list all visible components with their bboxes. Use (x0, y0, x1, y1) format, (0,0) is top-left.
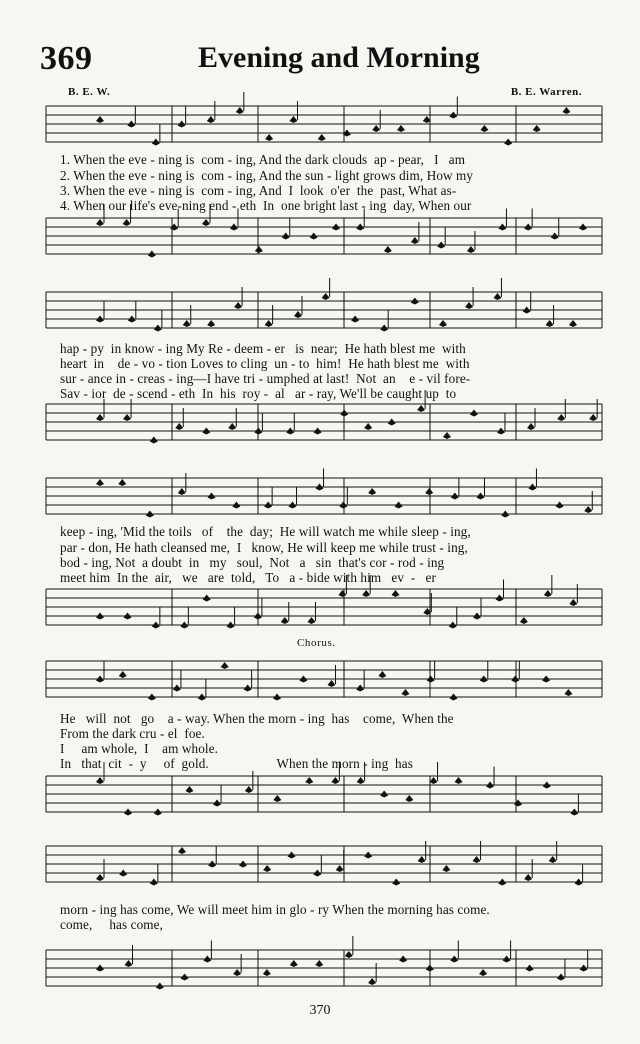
note-head-icon (405, 795, 413, 802)
bass-staff-4 (46, 770, 602, 818)
note-head-icon (124, 960, 132, 967)
note-head-icon (411, 237, 419, 244)
note-head-icon (351, 316, 359, 323)
treble-staff-1 (46, 100, 602, 148)
note-head-icon (569, 320, 577, 327)
note-head-icon (228, 423, 236, 430)
note-head-icon (263, 969, 271, 976)
treble-staff-3 (46, 472, 602, 520)
note-head-icon (340, 410, 348, 417)
note-head-icon (392, 590, 400, 597)
note-head-icon (569, 599, 577, 606)
note-head-icon (450, 694, 458, 701)
note-head-icon (437, 242, 445, 249)
note-head-icon (575, 879, 583, 886)
note-head-icon (96, 219, 104, 226)
note-head-icon (397, 125, 405, 132)
note-head-icon (313, 870, 321, 877)
note-head-icon (255, 246, 263, 253)
verse-3-line-2: sur - ance in - creas - ing—I have tri - umphed at last! Not an e - vil fore- (60, 371, 471, 386)
note-head-icon (339, 502, 347, 509)
note-head-icon (384, 246, 392, 253)
verse-1-line-4: He will not go a - way. When the morn - ing has come, When the (60, 711, 454, 726)
verse-4-line-3: meet him In the air, we are told, To a - bide with him ev - er (60, 570, 436, 585)
note-head-icon (345, 951, 353, 958)
note-head-icon (207, 320, 215, 327)
note-head-icon (273, 795, 281, 802)
note-head-icon (486, 782, 494, 789)
note-head-icon (362, 590, 370, 597)
note-head-icon (314, 428, 322, 435)
note-head-icon (476, 493, 484, 500)
note-head-icon (175, 423, 183, 430)
note-head-icon (498, 224, 506, 231)
note-head-icon (380, 325, 388, 332)
note-head-icon (245, 786, 253, 793)
note-head-icon (493, 293, 501, 300)
note-head-icon (288, 852, 296, 859)
chorus-label: Chorus. (297, 637, 336, 649)
note-head-icon (570, 809, 578, 816)
note-head-icon (589, 414, 597, 421)
note-head-icon (467, 246, 475, 253)
verse-1-line-2: hap - py in know - ing My Re - deem - er is near; He hath blest me with (60, 341, 466, 356)
note-head-icon (503, 956, 511, 963)
page-number: 370 (309, 1003, 331, 1018)
note-head-icon (372, 125, 380, 132)
note-head-icon (96, 479, 104, 486)
note-head-icon (282, 233, 290, 240)
note-head-icon (332, 224, 340, 231)
note-head-icon (96, 414, 104, 421)
treble-staff-2 (46, 286, 602, 334)
note-head-icon (356, 224, 364, 231)
bass-staff-2 (46, 398, 602, 446)
note-head-icon (207, 116, 215, 123)
note-head-icon (480, 125, 488, 132)
note-head-icon (123, 414, 131, 421)
note-head-icon (221, 662, 229, 669)
note-head-icon (294, 311, 302, 318)
note-head-icon (479, 969, 487, 976)
note-head-icon (470, 410, 478, 417)
note-head-icon (96, 874, 104, 881)
verse-2-line-1: 2. When the eve - ning is com - ing, And the sun - light grows dim, How my (60, 168, 474, 183)
note-head-icon (411, 298, 419, 305)
note-head-icon (557, 414, 565, 421)
note-head-icon (455, 777, 463, 784)
note-head-icon (395, 502, 403, 509)
note-head-icon (96, 116, 104, 123)
note-head-icon (426, 965, 434, 972)
note-head-icon (498, 879, 506, 886)
note-head-icon (289, 502, 297, 509)
note-head-icon (364, 852, 372, 859)
note-head-icon (526, 965, 534, 972)
note-head-icon (263, 865, 271, 872)
verse-4-line-1: 4. When our life's eve-ning end - eth In one bright last - ing day, When our (60, 198, 472, 213)
note-head-icon (316, 484, 324, 491)
note-head-icon (449, 112, 457, 119)
note-head-icon (338, 590, 346, 597)
note-head-icon (480, 676, 488, 683)
note-head-icon (497, 428, 505, 435)
note-head-icon (417, 405, 425, 412)
note-head-icon (96, 777, 104, 784)
note-head-icon (439, 320, 447, 327)
note-head-icon (392, 879, 400, 886)
note-head-icon (579, 224, 587, 231)
note-head-icon (368, 978, 376, 985)
note-head-icon (357, 777, 365, 784)
verse-3-line-1: 3. When the eve - ning is com - ing, And I look o'er the past, What as- (60, 183, 457, 198)
note-head-icon (119, 671, 127, 678)
verse-3-line-3: bod - ing, Not a doubt in my soul, Not a sin that's cor - rod - ing (60, 555, 445, 570)
note-head-icon (380, 791, 388, 798)
note-head-icon (202, 219, 210, 226)
note-head-icon (305, 777, 313, 784)
note-head-icon (281, 617, 289, 624)
verse-1-line-1: 1. When the eve - ning is com - ing, And the dark clouds ap - pear, I am (60, 152, 466, 167)
note-head-icon (399, 956, 407, 963)
treble-staff-4 (46, 655, 602, 703)
note-head-icon (584, 506, 592, 513)
note-head-icon (368, 488, 376, 495)
note-head-icon (378, 671, 386, 678)
hymn-number: 369 (40, 40, 93, 77)
note-head-icon (524, 224, 532, 231)
refrain-line-1: morn - ing has come, We will meet him in glo - ry When the morning has come. (60, 902, 490, 917)
verse-2-line-4: From the dark cru - el foe. (60, 726, 205, 741)
verse-4-line-4: In that cit - y of gold. When the morn - ing has (60, 756, 413, 771)
note-head-icon (418, 856, 426, 863)
note-head-icon (289, 116, 297, 123)
note-head-icon (310, 233, 318, 240)
note-head-icon (544, 590, 552, 597)
note-head-icon (315, 960, 323, 967)
note-head-icon (580, 965, 588, 972)
note-head-icon (185, 786, 193, 793)
note-head-icon (450, 956, 458, 963)
hymn-title: Evening and Morning (198, 41, 480, 74)
note-head-icon (178, 847, 186, 854)
bass-staff-1 (46, 212, 602, 260)
note-head-icon (318, 134, 326, 141)
note-head-icon (290, 960, 298, 967)
verse-2-line-2: heart in de - vo - tion Loves to cling un - to him! He hath blest me with (60, 356, 470, 371)
note-head-icon (443, 432, 451, 439)
note-head-icon (451, 493, 459, 500)
note-head-icon (449, 622, 457, 629)
note-head-icon (546, 320, 554, 327)
note-head-icon (556, 502, 564, 509)
verse-1-line-3: keep - ing, 'Mid the toils of the day; He will watch me while sleep - ing, (60, 524, 471, 539)
note-head-icon (307, 617, 315, 624)
note-head-icon (425, 488, 433, 495)
verse-4-line-2: Sav - ior de - scend - eth In his roy - al ar - ray, We'll be caught up to (60, 386, 457, 401)
note-head-icon (473, 613, 481, 620)
note-head-icon (233, 969, 241, 976)
note-head-icon (430, 777, 438, 784)
note-head-icon (520, 617, 528, 624)
note-head-icon (265, 320, 273, 327)
treble-staff-5 (46, 840, 602, 888)
verse-3-line-4: I am whole, I am whole. (60, 741, 219, 756)
note-head-icon (562, 107, 570, 114)
note-head-icon (524, 874, 532, 881)
note-head-icon (236, 107, 244, 114)
note-head-icon (183, 320, 191, 327)
note-head-icon (364, 423, 372, 430)
note-head-icon (496, 595, 504, 602)
note-head-icon (442, 865, 450, 872)
note-head-icon (501, 511, 509, 518)
note-head-icon (336, 865, 344, 872)
note-head-icon (465, 302, 473, 309)
words-credit: B. E. W. (68, 86, 111, 98)
note-head-icon (328, 680, 336, 687)
bass-staff-5 (46, 944, 602, 992)
note-head-icon (331, 777, 339, 784)
note-head-icon (401, 689, 409, 696)
refrain-line-2: come, has come, (60, 917, 163, 932)
verse-2-line-3: par - don, He hath cleansed me, I know, He will keep me while trust - ing, (60, 540, 468, 555)
note-head-icon (528, 484, 536, 491)
note-head-icon (123, 219, 131, 226)
note-head-icon (322, 293, 330, 300)
note-head-icon (542, 676, 550, 683)
note-head-icon (427, 676, 435, 683)
note-head-icon (118, 479, 126, 486)
note-head-icon (265, 134, 273, 141)
note-head-icon (473, 856, 481, 863)
note-head-icon (234, 302, 242, 309)
note-head-icon (356, 685, 364, 692)
bass-staff-3 (46, 583, 602, 631)
note-head-icon (178, 488, 186, 495)
note-head-icon (527, 423, 535, 430)
note-head-icon (564, 689, 572, 696)
note-head-icon (533, 125, 541, 132)
note-head-icon (388, 419, 396, 426)
music-credit: B. E. Warren. (510, 86, 582, 98)
note-head-icon (549, 856, 557, 863)
